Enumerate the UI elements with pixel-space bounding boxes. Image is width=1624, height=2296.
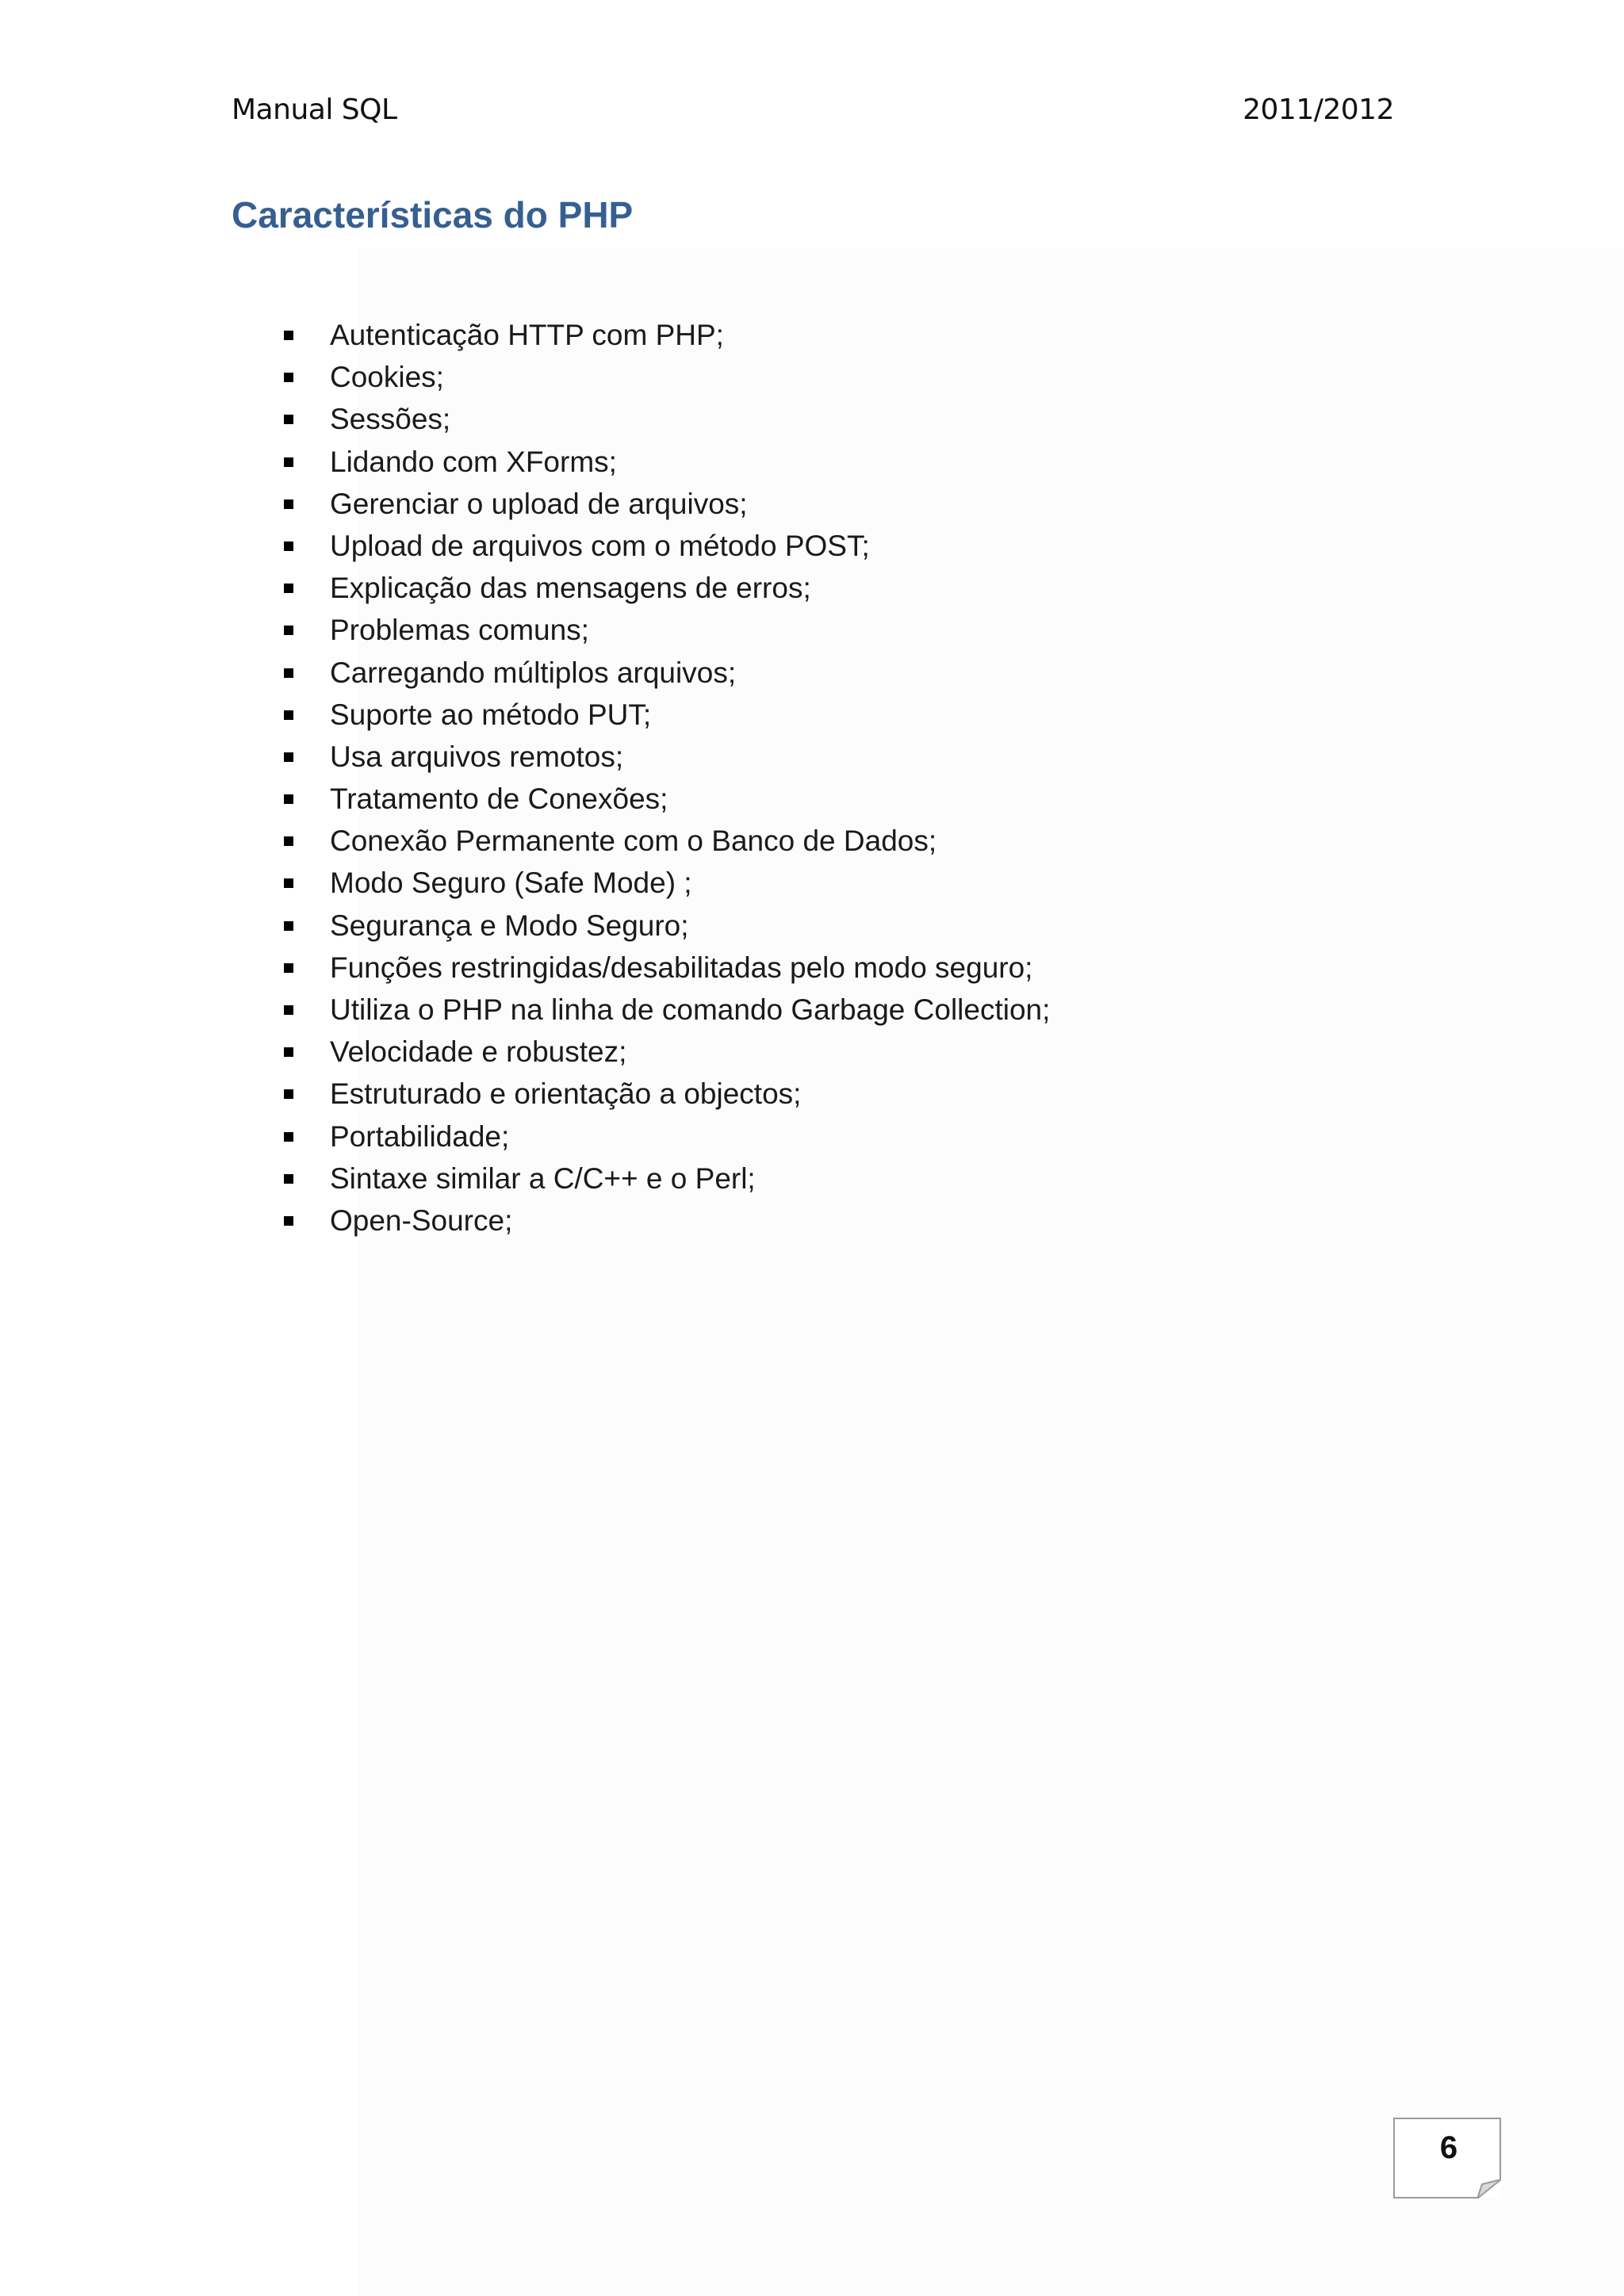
square-bullet-icon [284, 963, 293, 973]
square-bullet-icon [284, 331, 293, 340]
list-item-text: Sintaxe similar a C/C++ e o Perl; [330, 1161, 756, 1195]
list-item-text: Upload de arquivos com o método POST; [330, 529, 870, 562]
list-item-text: Velocidade e robustez; [330, 1035, 627, 1069]
square-bullet-icon [284, 668, 293, 678]
square-bullet-icon [284, 415, 293, 424]
list-item-text: Conexão Permanente com o Banco de Dados; [330, 825, 937, 858]
list-item-text: Cookies; [330, 361, 444, 394]
list-item-text: Tratamento de Conexões; [330, 783, 668, 816]
list-item-text: Usa arquivos remotos; [330, 740, 624, 773]
section-title: Características do PHP [232, 194, 634, 235]
square-bullet-icon [284, 584, 293, 593]
square-bullet-icon [284, 794, 293, 804]
square-bullet-icon [284, 457, 293, 467]
page-curl-icon [1477, 2179, 1501, 2198]
page-number-box [1393, 2118, 1501, 2198]
square-bullet-icon [284, 710, 293, 720]
list-item-text: Problemas comuns; [330, 614, 589, 647]
list-item-text: Explicação das mensagens de erros; [330, 572, 811, 605]
square-bullet-icon [284, 1089, 293, 1099]
square-bullet-icon [284, 499, 293, 509]
header-year: 2011/2012 [1243, 94, 1394, 126]
square-bullet-icon [284, 541, 293, 551]
list-item-text: Portabilidade; [330, 1119, 510, 1153]
list-item-text: Estruturado e orientação a objectos; [330, 1077, 802, 1111]
list-item-text: Autenticação HTTP com PHP; [330, 319, 724, 351]
list-item-text: Open-Source; [330, 1203, 513, 1237]
square-bullet-icon [284, 1005, 293, 1015]
square-bullet-icon [284, 1216, 293, 1226]
page-number: 6 [1439, 2130, 1458, 2165]
square-bullet-icon [284, 921, 293, 931]
square-bullet-icon [284, 373, 293, 382]
list-item-text: Gerenciar o upload de arquivos; [330, 487, 748, 520]
square-bullet-icon [284, 626, 293, 635]
list-item-text: Funções restringidas/desabilitadas pelo modo seguro; [330, 951, 1033, 984]
square-bullet-icon [284, 752, 293, 762]
list-item-text: Segurança e Modo Seguro; [330, 909, 689, 942]
square-bullet-icon [284, 1132, 293, 1142]
square-bullet-icon [284, 1047, 293, 1057]
list-item-text: Sessões; [330, 403, 451, 436]
square-bullet-icon [284, 878, 293, 888]
list-item-text: Lidando com XForms; [330, 445, 617, 478]
list-item-text: Utiliza o PHP na linha de comando Garbage Collection; [330, 993, 1051, 1026]
square-bullet-icon [284, 1174, 293, 1184]
list-item-text: Carregando múltiplos arquivos; [330, 656, 737, 689]
square-bullet-icon [284, 836, 293, 846]
header-manual-title: Manual SQL [232, 94, 397, 126]
list-item-text: Suporte ao método PUT; [330, 698, 652, 731]
list-item-text: Modo Seguro (Safe Mode) ; [330, 867, 692, 900]
